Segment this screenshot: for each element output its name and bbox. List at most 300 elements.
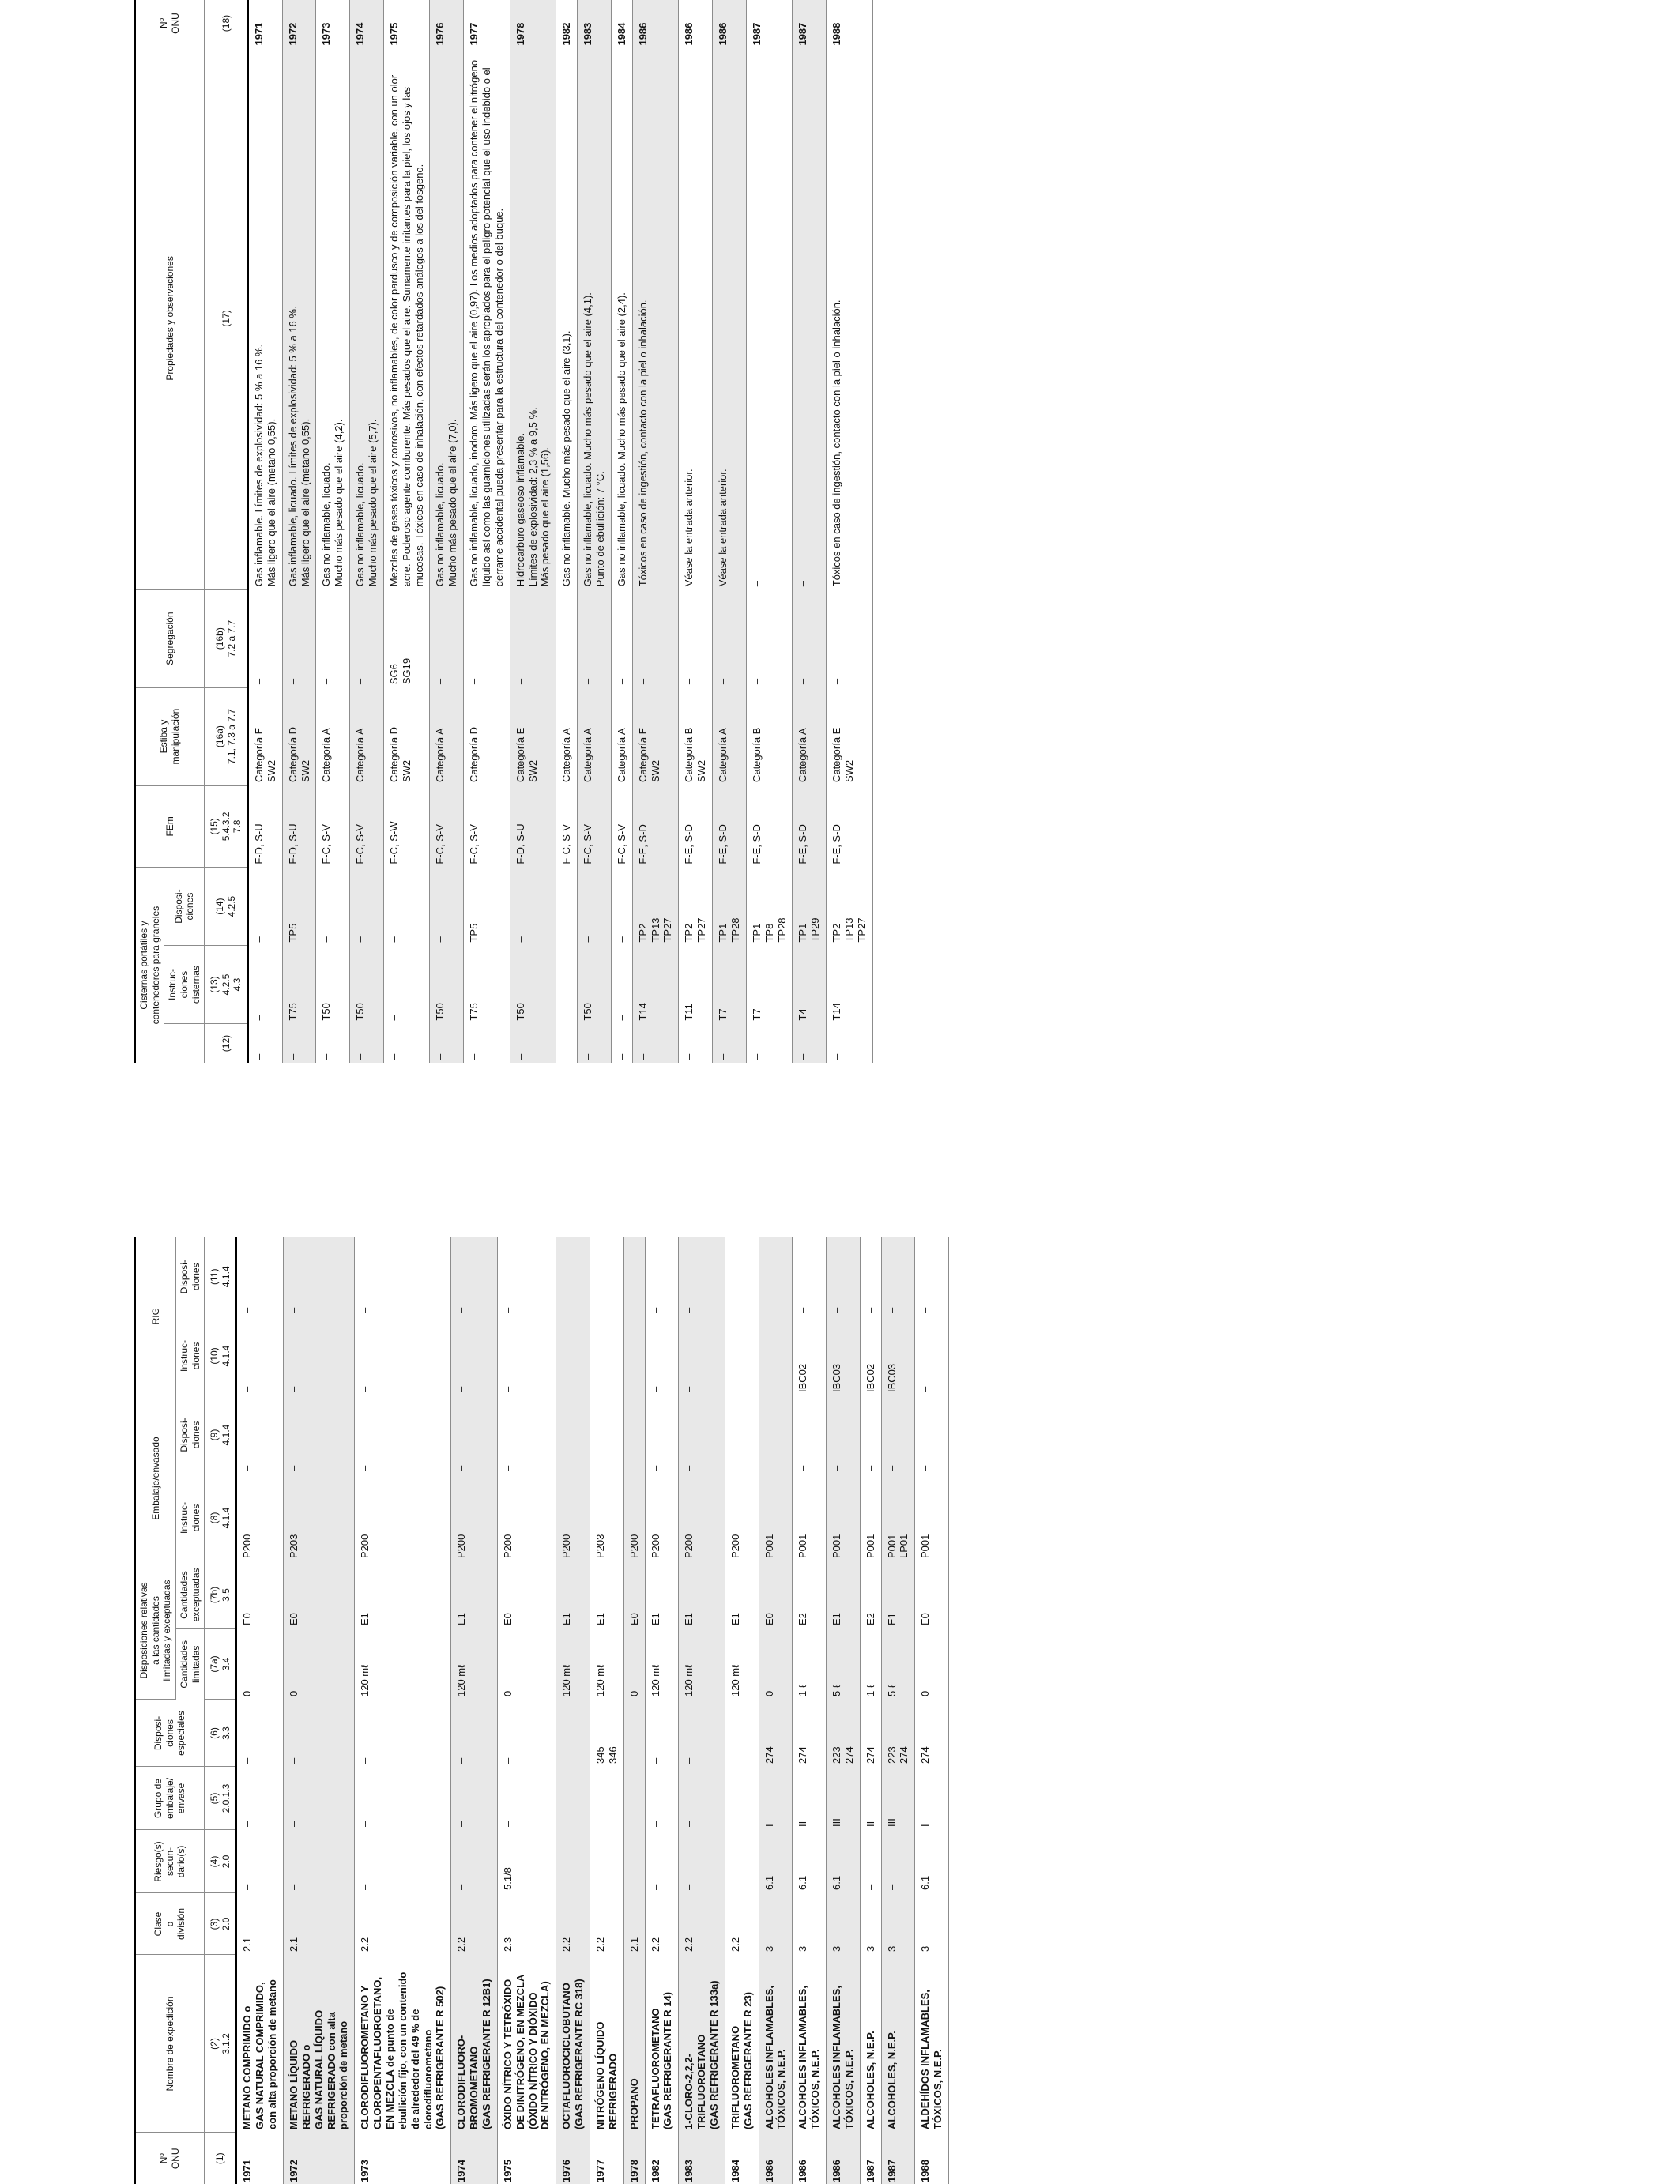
table-cell: E1 [556,1561,590,1629]
un-number-cell: 1984 [725,2133,759,2184]
table-cell: – [915,1237,949,1316]
table-cell: 2.2 [590,1893,624,1955]
table-cell: – [645,1830,679,1893]
table-cell: – [725,1395,759,1474]
table-row [725,1237,759,2184]
table-cell: – [430,589,464,687]
table-cell: – [645,1700,679,1767]
table-cell: IBC03 [881,1316,915,1395]
un-number-cell: 1983 [578,0,612,47]
table-cell: – [556,868,578,946]
table-cell: F-C, S-V [430,785,464,868]
un-number-cell: 1976 [430,0,464,47]
table-cell: P200 [497,1474,556,1561]
table-row [632,0,679,1063]
table-cell: – [497,1395,556,1474]
table-cell: Categoría A [316,687,350,785]
table-cell: 5.1/8 [497,1830,556,1893]
table-cell: 274 [793,1700,827,1767]
table-cell: – [915,1316,949,1395]
shipping-name-cell: CLORODIFLUORO- BROMOMETANO (GAS REFRIGERANTE R 12B1) [451,1955,498,2133]
header-col12-blank [164,1024,205,1063]
table-cell: – [679,589,713,687]
table-cell: – [860,1395,881,1474]
table-cell: – [590,1316,624,1395]
table-cell: P001 [793,1474,827,1561]
header-properties: Propiedades y observaciones [135,47,205,590]
table-cell: – [860,1830,881,1893]
table-cell: – [645,1395,679,1474]
header-segregation: Segregación [135,589,205,687]
un-number-cell: 1974 [350,0,384,47]
table-cell: Gas no inflamable, licuado. Mucho más pesado que el aire (4,2). [316,47,350,590]
table-cell: T75 [464,946,510,1024]
table-cell: Véase la entrada anterior. [713,47,747,590]
table-cell: – [611,946,632,1024]
table-cell: 3 [827,1893,861,1955]
table2-column-number: (14) 4.2.5 [205,868,248,946]
table-cell: F-D, S-U [248,785,282,868]
shipping-name-cell: ALCOHOLES, N.E.P. [881,1955,915,2133]
table-cell: Categoría A [793,687,827,785]
shipping-name-cell: ÓXIDO NÍTRICO Y TETRÓXIDO DE DINITRÓGENO, EN MEZCLA (ÓXIDO NÍTRICO Y DIÓXIDO DE NITRÓGENO, EN MEZCLA) [497,1955,556,2133]
table-cell: 6.1 [793,1830,827,1893]
table-cell: – [556,1395,590,1474]
table2-column-number: (18) [205,0,248,47]
un-number-cell: 1988 [915,2133,949,2184]
table-cell: – [590,1395,624,1474]
table-cell: F-D, S-U [282,785,316,868]
table-cell: Categoría D SW2 [282,687,316,785]
table-cell: – [283,1316,354,1395]
table1-column-number: (11) 4.1.4 [205,1237,237,1316]
table-cell: Categoría A [556,687,578,785]
table-cell: 120 mℓ [725,1629,759,1700]
table-cell: E1 [679,1561,725,1629]
dangerous-goods-list-table-part1 [134,1237,949,2184]
header-un-number: Nº ONU [135,2133,205,2184]
table-cell: E0 [236,1561,283,1629]
table-cell: – [451,1316,498,1395]
table-cell: – [645,1316,679,1395]
header-ems: FEm [135,785,205,868]
table-cell: 120 mℓ [355,1629,451,1700]
table-row [590,1237,624,2184]
table-cell: Gas no inflamable, licuado. Mucho más pesado que el aire (7,0). [430,47,464,590]
table-row [383,0,430,1063]
table-cell: F-C, S-V [350,785,384,868]
table-cell: II [860,1767,881,1830]
table-cell: – [759,1316,793,1395]
table-cell: Mezclas de gases tóxicos y corrosivos, no inflamables, de color pardusco y de composición variable, con un olor acre. Poderoso agente comburente. Más pesados que el aire. Sumamente irritantes para la piel, los ojos y las mucosas. Tóxicos en caso de inhalación, con efectos retardados análogos a los del fosgeno. [383,47,430,590]
table-cell: – [248,1024,282,1063]
table-row [713,0,747,1063]
table-cell: E2 [860,1561,881,1629]
table-cell: – [236,1237,283,1316]
table-cell: Categoría A [578,687,612,785]
table-cell: P200 [725,1474,759,1561]
table-row [827,0,873,1063]
table-cell: Categoría A [350,687,384,785]
table-row [746,0,793,1063]
table-cell: Categoría A [611,687,632,785]
table-cell: 5 ℓ [827,1629,861,1700]
table-cell: TP2 TP27 [679,868,713,946]
table-cell: Gas no inflamable, licuado. Mucho más pesado que el aire (2,4). [611,47,632,590]
table-cell: 120 mℓ [451,1629,498,1700]
table-row [316,0,350,1063]
table-cell: II [793,1767,827,1830]
table-cell: – [556,1767,590,1830]
table-cell: 0 [759,1629,793,1700]
table-cell: Gas inflamable, licuado. Límites de explosividad: 5 % a 16 %. Más ligero que el aire (metano 0,55). [282,47,316,590]
table-cell: 3 [860,1893,881,1955]
table-cell: TP2 TP13 TP27 [632,868,679,946]
table-row [578,0,612,1063]
un-number-cell: 1977 [464,0,510,47]
table-cell: – [623,1395,645,1474]
table1-column-number: (10) 4.1.4 [205,1316,237,1395]
table-cell: – [510,589,556,687]
table-row [645,1237,679,2184]
table-cell: Categoría A [430,687,464,785]
shipping-name-cell: ALDEHÍDOS INFLAMABLES, TÓXICOS, N.E.P. [915,1955,949,2133]
table-cell: 2.3 [497,1893,556,1955]
table-row [282,0,316,1063]
table-cell: – [497,1700,556,1767]
table-cell: – [350,589,384,687]
table-row [623,1237,645,2184]
table-cell: 2.2 [451,1893,498,1955]
table2-column-number: (16a) 7.1, 7.3 a 7.7 [205,687,248,785]
table-cell: Gas no inflamable, licuado. Mucho más pesado que el aire (5,7). [350,47,384,590]
table-cell: I [759,1767,793,1830]
table-cell: E2 [793,1561,827,1629]
table2-column-number: (16b) 7.2 a 7.7 [205,589,248,687]
un-number-cell: 1984 [611,0,632,47]
table-cell: Categoría D [464,687,510,785]
table-cell: – [725,1767,759,1830]
table-cell: Gas inflamable. Límites de explosividad: 5 % a 16 %. Más ligero que el aire (metano 0,55). [248,47,282,590]
un-number-cell: 1987 [746,0,793,47]
table-cell: 3 [759,1893,793,1955]
table-cell: – [283,1767,354,1830]
table-cell: – [611,589,632,687]
table-cell: – [590,1237,624,1316]
table-cell: 2.2 [355,1893,451,1955]
table-cell: – [793,589,827,687]
table-cell: 6.1 [915,1830,949,1893]
table-cell: P200 [236,1474,283,1561]
table-cell: – [510,868,556,946]
table-cell: – [645,1237,679,1316]
table-cell: 0 [915,1629,949,1700]
table-cell: Categoría B [746,687,793,785]
header-shipping-name: Nombre de expedición [135,1955,205,2133]
un-number-cell: 1974 [451,2133,498,2184]
table2-column-number: (17) [205,47,248,590]
table-cell: TP5 [282,868,316,946]
table-cell: – [464,1024,510,1063]
table-row [793,1237,827,2184]
table-cell: – [793,1024,827,1063]
table-cell: – [430,868,464,946]
right-page-table-rotated [134,0,1403,1063]
table-cell: F-E, S-D [827,785,873,868]
table-cell: 345 346 [590,1700,624,1767]
table1-column-number: (3) 2.0 [205,1893,237,1955]
table-row [556,0,578,1063]
table-cell: T4 [793,946,827,1024]
table-cell: – [623,1237,645,1316]
table-cell: T7 [713,946,747,1024]
table-cell: – [451,1767,498,1830]
table-cell: – [430,1024,464,1063]
table-cell: T11 [679,946,713,1024]
header-packing-provisions: Disposi- ciones [175,1395,204,1474]
table-cell: Tóxicos en caso de ingestión, contacto con la piel o inhalación. [827,47,873,590]
table-cell: – [860,1237,881,1316]
table-cell: – [725,1237,759,1316]
header-tank-provisions: Disposi- ciones [164,868,205,946]
shipping-name-cell: TETRAFLUOROMETANO (GAS REFRIGERANTE R 14) [645,1955,679,2133]
un-number-cell: 1975 [383,0,430,47]
table-cell: – [350,868,384,946]
table-cell: – [283,1830,354,1893]
table-cell: – [623,1700,645,1767]
table-cell: P001 [860,1474,881,1561]
un-number-cell: 1972 [283,2133,354,2184]
table-row [350,0,384,1063]
table-cell: IBC02 [860,1316,881,1395]
table-cell: – [881,1237,915,1316]
table-cell: 274 [860,1700,881,1767]
table-cell: – [355,1237,451,1316]
table-cell: F-C, S-V [464,785,510,868]
un-number-cell: 1976 [556,2133,590,2184]
table-cell: – [556,1024,578,1063]
table-cell: 120 mℓ [556,1629,590,1700]
shipping-name-cell: TRIFLUOROMETANO (GAS REFRIGERANTE R 23) [725,1955,759,2133]
table-cell: – [746,589,793,687]
table-cell: 3 [881,1893,915,1955]
table-cell: – [451,1395,498,1474]
table-row [860,1237,881,2184]
table-cell: – [556,1830,590,1893]
table-cell: – [679,1024,713,1063]
table-cell: 0 [623,1629,645,1700]
table-row [611,0,632,1063]
header-ibc: RIG [135,1237,175,1395]
table-cell: – [451,1237,498,1316]
table-cell: – [236,1700,283,1767]
un-number-cell: 1973 [316,0,350,47]
table-cell: – [497,1767,556,1830]
table-cell: F-C, S-W [383,785,430,868]
shipping-name-cell: METANO COMPRIMIDO o GAS NATURAL COMPRIMIDO, con alta proporción de metano [236,1955,283,2133]
shipping-name-cell: ALCOHOLES, N.E.P. [860,1955,881,2133]
un-number-cell: 1986 [679,0,713,47]
table-cell: P200 [679,1474,725,1561]
table-cell: E0 [623,1561,645,1629]
table-cell: Categoría B SW2 [679,687,713,785]
table-cell: T50 [430,946,464,1024]
table-row [248,0,282,1063]
table-cell: Categoría E SW2 [632,687,679,785]
table-cell: Categoría E SW2 [248,687,282,785]
un-number-cell: 1971 [236,2133,283,2184]
table2-column-number: (13) 4.2.5 4.3 [205,946,248,1024]
table-cell: 2.1 [236,1893,283,1955]
header-packing-instructions: Instruc- ciones [175,1474,204,1561]
table-cell: – [746,1024,793,1063]
un-number-cell: 1975 [497,2133,556,2184]
table-cell: F-E, S-D [632,785,679,868]
un-number-cell: 1986 [793,2133,827,2184]
table1-column-number: (8) 4.1.4 [205,1474,237,1561]
un-number-cell: 1978 [510,0,556,47]
table-cell: – [464,589,510,687]
table-cell: III [827,1767,861,1830]
table2-column-number: (12) [205,1024,248,1063]
table-cell: – [725,1316,759,1395]
table-row [881,1237,915,2184]
table-cell: – [590,1830,624,1893]
table-cell: – [632,589,679,687]
table-cell: – [282,589,316,687]
table1-column-number: (9) 4.1.4 [205,1395,237,1474]
table-cell: 1 ℓ [793,1629,827,1700]
table-cell: – [248,589,282,687]
table-cell: T50 [316,946,350,1024]
table-cell: I [915,1767,949,1830]
table-row [355,1237,451,2184]
table-cell: – [236,1395,283,1474]
header-ibc-instructions: Instruc- ciones [175,1316,204,1395]
table-cell: 0 [283,1629,354,1700]
shipping-name-cell: CLORODIFLUOROMETANO Y CLOROPENTAFLUOROETANO, EN MEZCLA de punto de ebullición fijo, con un contenido de alrededor del 49 % de clorodifluorometano (GAS REFRIGERANTE R 502) [355,1955,451,2133]
header-packing: Embalaje/envasado [135,1395,175,1561]
table-cell: F-C, S-V [611,785,632,868]
table-cell: – [645,1767,679,1830]
table-cell: – [556,589,578,687]
table-cell: – [679,1767,725,1830]
table-cell: F-C, S-V [556,785,578,868]
table-cell: 2.2 [725,1893,759,1955]
table-cell: – [578,589,612,687]
table-cell: TP1 TP29 [793,868,827,946]
shipping-name-cell: METANO LÍQUIDO REFRIGERADO o GAS NATURAL LÍQUIDO REFRIGERADO con alta proporción de metano [283,1955,354,2133]
un-number-cell: 1987 [881,2133,915,2184]
table-cell: 223 274 [881,1700,915,1767]
table-row [283,1237,354,2184]
table-cell: Véase la entrada anterior. [679,47,713,590]
header-un-number-right: Nº ONU [135,0,205,47]
table-cell: Categoría E SW2 [510,687,556,785]
table-cell: – [316,1024,350,1063]
table-cell: – [355,1830,451,1893]
table-cell: – [793,47,827,590]
dangerous-goods-list-table-part2 [134,0,873,1063]
table1-column-number: (7a) 3.4 [205,1629,237,1700]
table-cell: P001 [827,1474,861,1561]
table-cell: 2.1 [623,1893,645,1955]
table1-column-number: (7b) 3.5 [205,1561,237,1629]
table-cell: – [497,1237,556,1316]
table-row [679,1237,725,2184]
table-cell: 6.1 [759,1830,793,1893]
table-cell: F-E, S-D [713,785,747,868]
table-cell: 274 [915,1700,949,1767]
table-cell: – [827,589,873,687]
table-cell: T50 [350,946,384,1024]
table-cell: – [793,1237,827,1316]
table-cell: – [355,1767,451,1830]
table-cell: – [623,1830,645,1893]
table-cell: – [679,1830,725,1893]
table-cell: E0 [497,1561,556,1629]
table-cell: TP1 TP8 TP28 [746,868,793,946]
table-cell: P001 [759,1474,793,1561]
table-cell: – [611,1024,632,1063]
header-portable-tanks: Cisternas portátiles y contenedores para graneles [135,868,164,1063]
table-row [510,0,556,1063]
table-row [451,1237,498,2184]
table-cell: – [793,1395,827,1474]
table-cell: 1 ℓ [860,1629,881,1700]
table-cell: III [881,1767,915,1830]
header-limited-excepted: Disposiciones relativas a las cantidades limitadas y exceptuadas [135,1561,175,1700]
table-cell: – [679,1316,725,1395]
un-number-cell: 1982 [645,2133,679,2184]
un-number-cell: 1978 [623,2133,645,2184]
table-cell: P203 [590,1474,624,1561]
table-cell: Hidrocarburo gaseoso inflamable. Límites de explosividad: 2,3 % a 9,5 %. Más pesado que el aire (1,56). [510,47,556,590]
table-cell: – [316,589,350,687]
shipping-name-cell: NITRÓGENO LÍQUIDO REFRIGERADO [590,1955,624,2133]
un-number-cell: 1977 [590,2133,624,2184]
table-cell: – [746,47,793,590]
table-cell: TP1 TP28 [713,868,747,946]
table-row [759,1237,793,2184]
table-cell: Categoría A [713,687,747,785]
header-special-provisions: Disposi- ciones especiales [135,1700,205,1767]
un-number-cell: 1987 [860,2133,881,2184]
table-cell: – [713,589,747,687]
table-cell: – [725,1700,759,1767]
header-subsidiary-risk: Riesgo(s) secun- dario(s) [135,1830,205,1893]
table-cell: – [283,1700,354,1767]
table-cell: – [282,1024,316,1063]
table-row [793,0,827,1063]
table-cell: – [355,1316,451,1395]
table-cell: P200 [645,1474,679,1561]
table-cell: – [355,1395,451,1474]
table-cell: – [679,1700,725,1767]
table-cell: T14 [632,946,679,1024]
table-cell: 120 mℓ [679,1629,725,1700]
table-row [430,0,464,1063]
table-cell: – [881,1395,915,1474]
table-cell: – [236,1767,283,1830]
un-number-cell: 1988 [827,0,873,47]
table-cell: P200 [355,1474,451,1561]
table-cell: – [578,1024,612,1063]
table-cell: – [590,1767,624,1830]
table-cell: Categoría D SW2 [383,687,430,785]
table-cell: 6.1 [827,1830,861,1893]
table-row [679,0,713,1063]
